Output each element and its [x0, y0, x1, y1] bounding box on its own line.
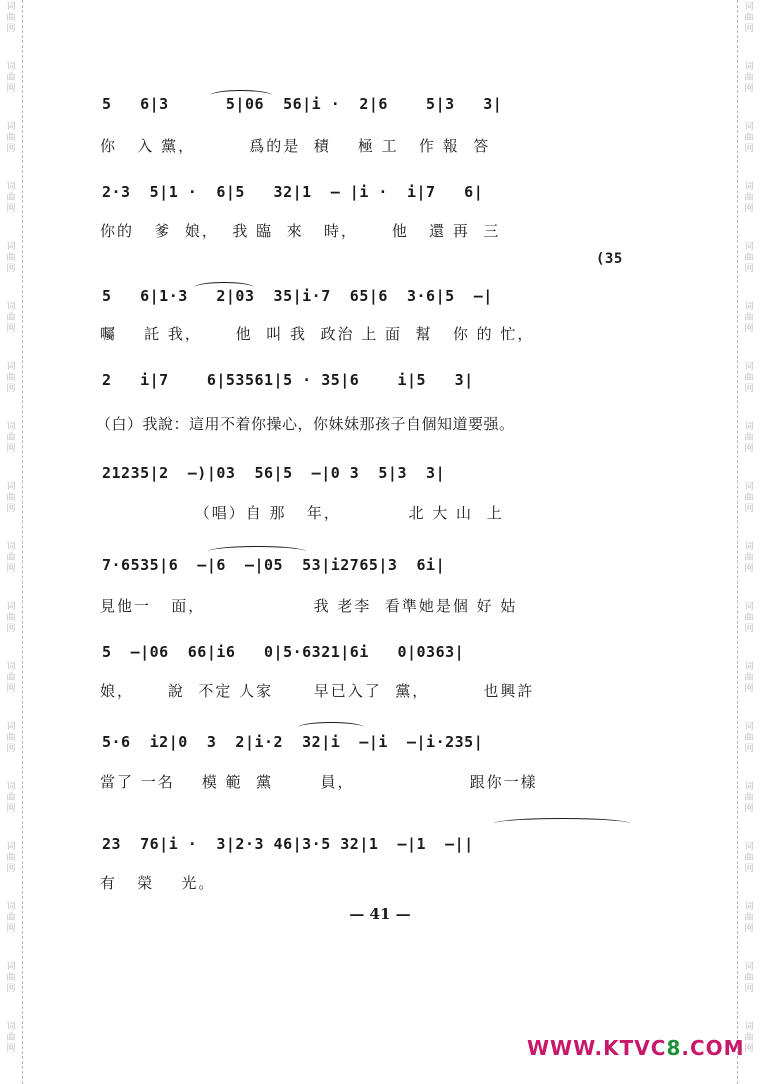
watermark-text: 词 曲 网 — [6, 182, 16, 214]
lyric-line-2: 你的 爹 娘， 我 臨 來 時， 他 還 再 三 — [100, 222, 501, 240]
watermark-text: 词 曲 网 — [744, 62, 754, 94]
lyric-line-5: （唱）自 那 年， 北 大 山 上 — [100, 504, 504, 522]
slur-mark — [194, 282, 254, 293]
watermark-text: 词 曲 网 — [6, 62, 16, 94]
notation-line-2: 2·3 5|1 · 6|5 32|1 — |i · i|7 6| — [102, 183, 484, 201]
watermark-text: 词 曲 网 — [744, 902, 754, 934]
site-digit: 8 — [666, 1036, 682, 1060]
lyric-line-9: 有 榮 光。 — [100, 874, 216, 892]
watermark-text: 词 曲 网 — [744, 422, 754, 454]
watermark-text: 词 曲 网 — [744, 2, 754, 34]
watermark-text: 词 曲 网 — [6, 1022, 16, 1054]
watermark-text: 词 曲 网 — [744, 122, 754, 154]
watermark-text: 词 曲 网 — [6, 2, 16, 34]
watermark-text: 词 曲 网 — [6, 902, 16, 934]
slur-mark — [494, 818, 630, 829]
watermark-text: 词 曲 网 — [6, 962, 16, 994]
watermark-text: 词 曲 网 — [744, 962, 754, 994]
notation-line-3: 5 6|1·3 2|03 35|i·7 65|6 3·6|5 —| — [102, 287, 493, 305]
watermark-text: 词 曲 网 — [6, 122, 16, 154]
watermark-text: 词 曲 网 — [744, 662, 754, 694]
watermark-text: 词 曲 网 — [744, 242, 754, 274]
watermark-text: 词 曲 网 — [744, 302, 754, 334]
watermark-text: 词 曲 网 — [6, 782, 16, 814]
lyric-line-3: 囑 託 我， 他 叫 我 政治 上 面 幫 你 的 忙， — [100, 325, 535, 343]
notation-line-5: 21235|2 —)|03 56|5 —|0 3 5|3 3| — [102, 464, 446, 482]
watermark-text: 词 曲 网 — [6, 662, 16, 694]
watermark-text: 词 曲 网 — [6, 602, 16, 634]
site-prefix: WWW.KTVC — [527, 1036, 667, 1060]
watermark-text: 词 曲 网 — [6, 242, 16, 274]
notation-extra-35: (35 — [596, 251, 623, 267]
lyric-line-6: 見他一 面， 我 老李 看準她是個 好 姑 — [100, 597, 518, 615]
slur-mark — [210, 90, 272, 101]
site-watermark-logo — [527, 1036, 745, 1060]
notation-line-6: 7·6535|6 —|6 —|05 53|i2765|3 6i| — [102, 556, 446, 574]
site-suffix: .COM — [681, 1036, 745, 1060]
watermark-text: 词 曲 网 — [744, 782, 754, 814]
watermark-text: 词 曲 网 — [744, 182, 754, 214]
watermark-text: 词 曲 网 — [744, 542, 754, 574]
watermark-text: 词 曲 网 — [6, 362, 16, 394]
notation-line-7: 5 —|06 66|i6 0|5·6321|6i 0|0363| — [102, 643, 465, 661]
watermark-text: 词 曲 网 — [744, 842, 754, 874]
notation-line-9: 23 76|i · 3|2·3 46|3·5 32|1 —|1 —|| — [102, 835, 474, 853]
watermark-text: 词 曲 网 — [744, 602, 754, 634]
notation-line-8: 5·6 i2|0 3 2|i·2 32|i —|i —|i·235| — [102, 733, 484, 751]
watermark-text: 词 曲 网 — [744, 722, 754, 754]
watermark-text: 词 曲 网 — [6, 302, 16, 334]
watermark-text: 词 曲 网 — [744, 362, 754, 394]
slur-mark — [298, 722, 364, 733]
lyric-line-7: 娘， 說 不定 人家 早已入了 黨， 也興許 — [100, 682, 535, 700]
lyric-line-1: 你 入 黨， 爲的是 積 極 工 作 報 答 — [100, 137, 491, 155]
notation-line-1: 5 6|3 5|06 56|i · 2|6 5|3 3| — [102, 95, 503, 113]
watermark-text: 词 曲 网 — [6, 482, 16, 514]
watermark-text: 词 曲 网 — [6, 722, 16, 754]
notation-line-4: 2 i|7 6|53561|5 · 35|6 i|5 3| — [102, 371, 474, 389]
spoken-dialogue-line: （白）我說：這用不着你操心，你妹妹那孩子自個知道要强。 — [96, 415, 515, 433]
lyric-line-8: 當了 一名 模 範 黨 員， 跟你一樣 — [100, 773, 538, 791]
watermark-text: 词 曲 网 — [6, 542, 16, 574]
watermark-text: 词 曲 网 — [744, 482, 754, 514]
watermark-text: 词 曲 网 — [744, 1022, 754, 1054]
watermark-text: 词 曲 网 — [6, 842, 16, 874]
page-number: — 41 — — [349, 905, 411, 923]
watermark-text: 词 曲 网 — [6, 422, 16, 454]
slur-mark — [208, 546, 306, 557]
